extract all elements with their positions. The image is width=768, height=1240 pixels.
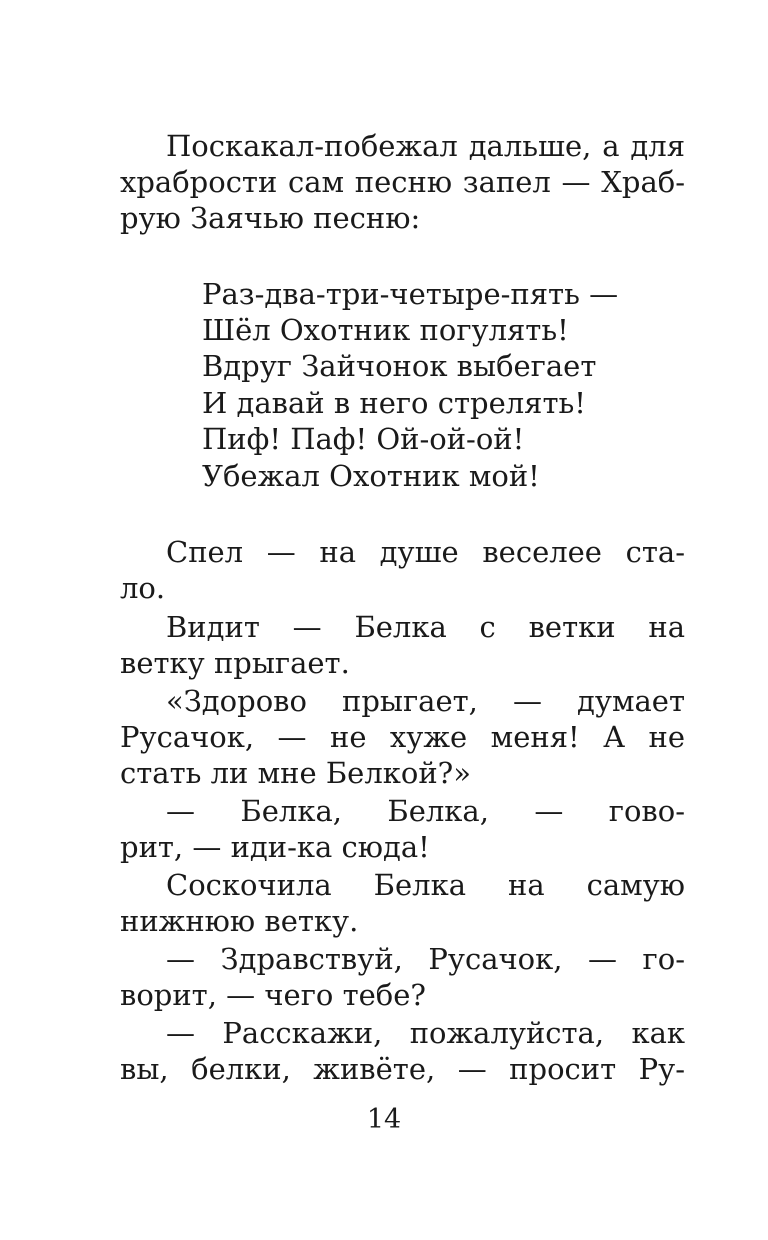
verse-line: Убежал Охотник мой!	[202, 459, 540, 493]
text-line: ветку прыгает.	[120, 646, 350, 680]
text-line: вы, белки, живёте, — просит Ру-	[120, 1052, 685, 1086]
text-line: рую Заячью песню:	[120, 201, 421, 235]
verse-line: И давай в него стрелять!	[202, 386, 586, 420]
text-line: — Здравствуй, Русачок, — го-	[166, 942, 685, 976]
text-line: Соскочила Белка на самую	[166, 868, 685, 902]
text-line: ло.	[120, 571, 166, 605]
verse-line: Шёл Охотник погулять!	[202, 313, 569, 347]
text-line: Русачок, — не хуже меня! А не	[120, 720, 685, 754]
verse-line: Раз-два-три-четыре-пять —	[202, 277, 619, 311]
text-line: Спел — на душе веселее ста-	[166, 535, 685, 569]
text-line: — Расскажи, пожалуйста, как	[166, 1016, 685, 1050]
text-line: — Белка, Белка, — гово-	[166, 794, 685, 828]
text-line: Поскакал-побежал дальше, а для	[166, 129, 685, 163]
text-line: храбрости сам песню запел — Храб-	[120, 165, 685, 199]
verse-line: Вдруг Зайчонок выбегает	[202, 349, 597, 383]
page-number: 14	[366, 1104, 402, 1135]
text-line: Видит — Белка с ветки на	[166, 610, 685, 644]
verse-line: Пиф! Паф! Ой-ой-ой!	[202, 422, 525, 456]
text-line: «Здорово прыгает, — думает	[166, 684, 685, 718]
text-line: стать ли мне Белкой?»	[120, 756, 471, 790]
text-line: рит, — иди-ка сюда!	[120, 830, 430, 864]
text-line: нижнюю ветку.	[120, 904, 359, 938]
text-line: ворит, — чего тебе?	[120, 978, 426, 1012]
